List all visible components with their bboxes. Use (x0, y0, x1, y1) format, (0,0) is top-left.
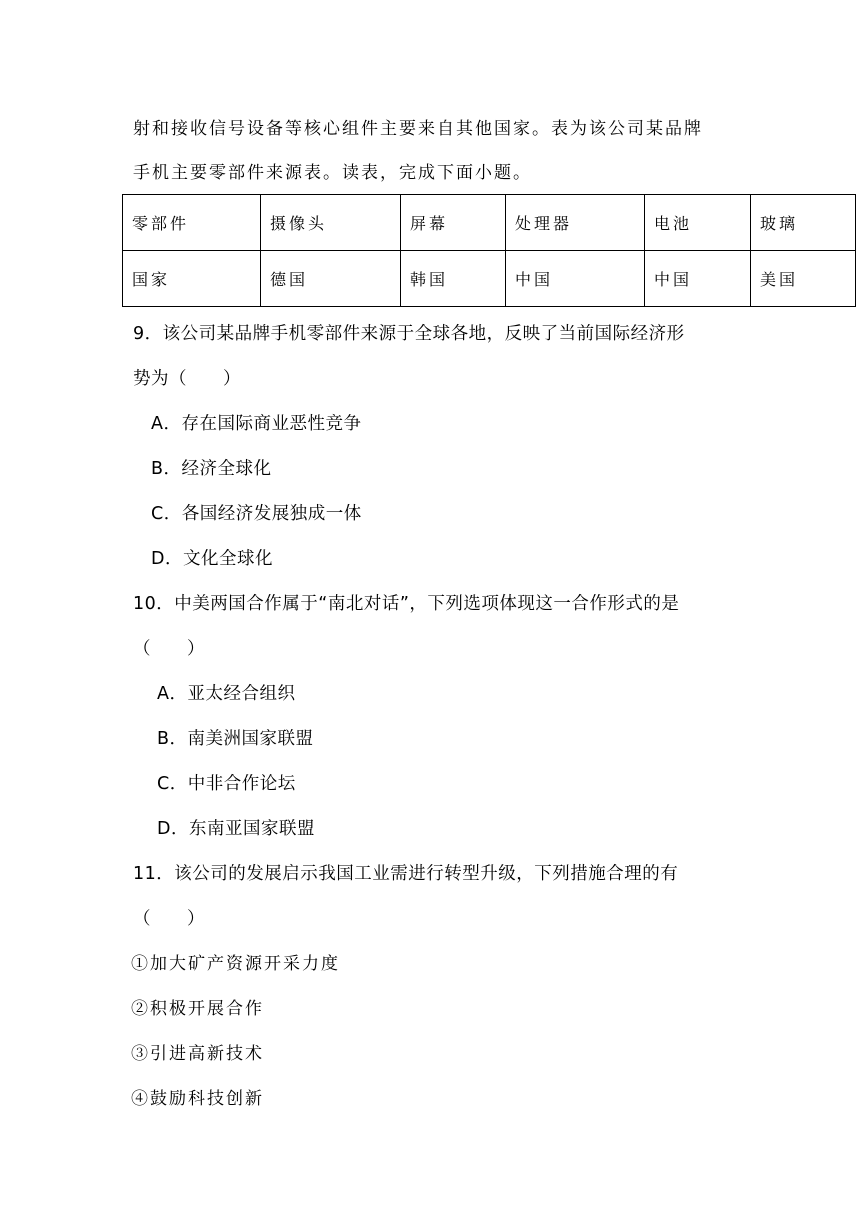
q9-stem-line-1: 9．该公司某品牌手机零部件来源于全球各地，反映了当前国际经济形 (133, 324, 685, 344)
q9-option-a: A．存在国际商业恶性竞争 (151, 414, 362, 434)
table-cell: 中国 (506, 251, 645, 307)
table-cell: 电池 (645, 195, 751, 251)
q9-option-d: D．文化全球化 (151, 549, 273, 569)
table-cell: 国家 (123, 251, 261, 307)
table-cell: 零部件 (123, 195, 261, 251)
table-cell: 玻璃 (751, 195, 856, 251)
q11-item-4: ④鼓励科技创新 (131, 1089, 264, 1109)
parts-source-table (122, 194, 856, 307)
q11-item-2: ②积极开展合作 (131, 999, 264, 1019)
table-cell: 美国 (751, 251, 856, 307)
q10-option-d: D．东南亚国家联盟 (157, 819, 315, 839)
table-cell: 处理器 (506, 195, 645, 251)
table-cell: 中国 (645, 251, 751, 307)
q9-option-b: B．经济全球化 (151, 459, 272, 479)
q10-option-b: B．南美洲国家联盟 (157, 729, 314, 749)
table-row (123, 251, 856, 307)
intro-line-2: 手机主要零部件来源表。读表，完成下面小题。 (133, 163, 532, 183)
q10-stem-line-1: 10．中美两国合作属于“南北对话”，下列选项体现这一合作形式的是 (133, 594, 680, 614)
q10-option-c: C．中非合作论坛 (157, 774, 296, 794)
table-cell: 德国 (261, 251, 401, 307)
q10-stem-line-2: （ ） (133, 639, 205, 659)
intro-line-1: 射和接收信号设备等核心组件主要来自其他国家。表为该公司某品牌 (133, 119, 703, 139)
q11-stem-line-2: （ ） (133, 909, 205, 929)
table-cell: 屏幕 (401, 195, 506, 251)
q11-stem-line-1: 11．该公司的发展启示我国工业需进行转型升级，下列措施合理的有 (133, 864, 679, 884)
q11-item-3: ③引进高新技术 (131, 1044, 264, 1064)
table-cell: 韩国 (401, 251, 506, 307)
table-cell: 摄像头 (261, 195, 401, 251)
q9-option-c: C．各国经济发展独成一体 (151, 504, 362, 524)
q11-item-1: ①加大矿产资源开采力度 (131, 954, 340, 974)
table-header-row (123, 195, 856, 251)
q10-option-a: A．亚太经合组织 (157, 684, 296, 704)
q9-stem-line-2: 势为（ ） (133, 369, 241, 389)
